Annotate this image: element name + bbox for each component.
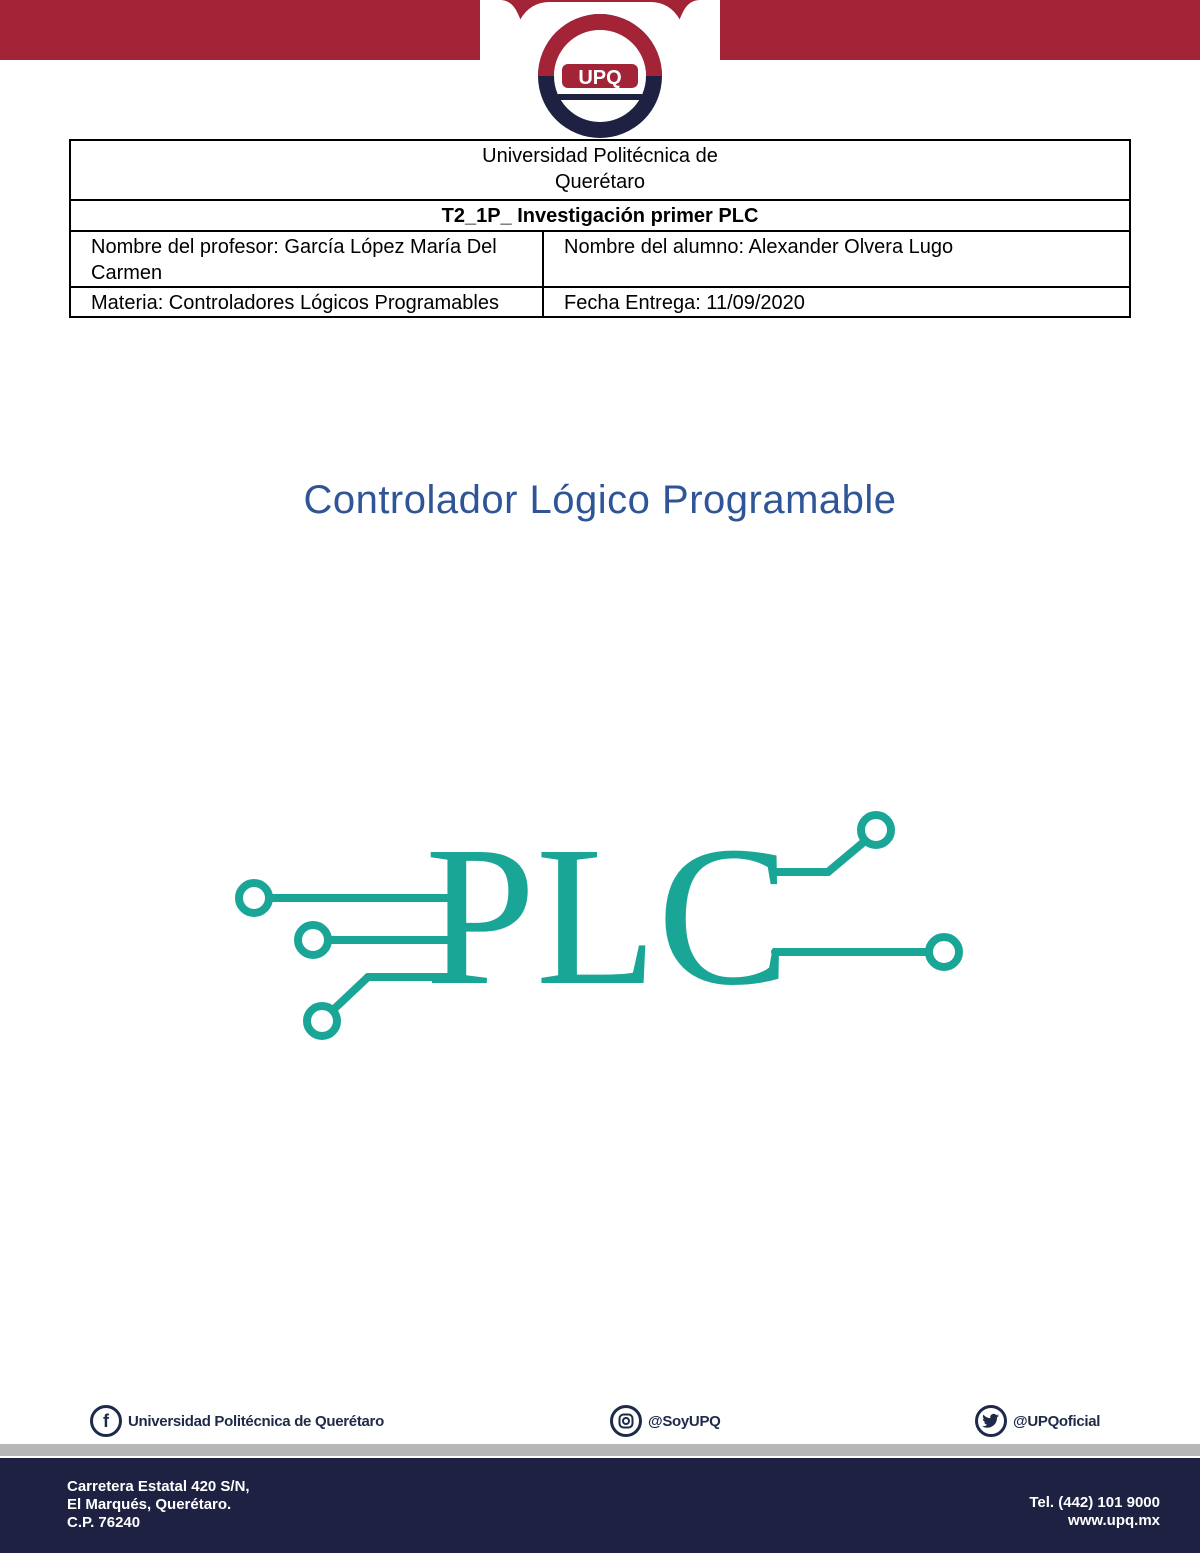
due-date: Fecha Entrega: 11/09/2020 bbox=[543, 287, 1130, 317]
facebook-icon: f bbox=[90, 1405, 122, 1437]
document-title: Controlador Lógico Programable bbox=[303, 478, 897, 522]
logo-initials: UPQ bbox=[578, 67, 622, 89]
footer-website[interactable]: www.upq.mx bbox=[1068, 1512, 1160, 1529]
social-links-bar bbox=[0, 1400, 1200, 1442]
twitter-icon bbox=[975, 1405, 1007, 1437]
footer-divider bbox=[0, 1444, 1200, 1456]
professor-name: Nombre del profesor: García López María Del Carmen bbox=[70, 231, 543, 287]
plc-text: PLC bbox=[425, 806, 790, 1027]
instagram-icon bbox=[610, 1405, 642, 1437]
address-line2: El Marqués, Querétaro. bbox=[67, 1496, 232, 1513]
university-line1: Universidad Politécnica de bbox=[482, 145, 718, 167]
plc-logo bbox=[220, 795, 980, 1055]
university-logo bbox=[480, 0, 720, 148]
footer-contact bbox=[1029, 1494, 1160, 1530]
circuit-traces-icon bbox=[220, 795, 980, 1055]
instagram-label: @SoyUPQ bbox=[648, 1412, 721, 1430]
twitter-label: @UPQoficial bbox=[1013, 1412, 1101, 1430]
address-line3: C.P. 76240 bbox=[67, 1514, 141, 1531]
facebook-label: Universidad Politécnica de Querétaro bbox=[128, 1412, 384, 1430]
footer bbox=[0, 1458, 1200, 1553]
assignment-title: T2_1P_ Investigación primer PLC bbox=[70, 200, 1130, 231]
subject-name: Materia: Controladores Lógicos Programables bbox=[70, 287, 543, 317]
header-info-table bbox=[69, 139, 1131, 318]
twitter-link[interactable] bbox=[975, 1400, 1100, 1442]
address-line1: Carretera Estatal 420 S/N, bbox=[67, 1478, 250, 1495]
student-name: Nombre del alumno: Alexander Olvera Lugo bbox=[543, 231, 1130, 287]
instagram-link[interactable] bbox=[610, 1400, 721, 1442]
facebook-link[interactable] bbox=[90, 1400, 384, 1442]
university-name-cell bbox=[70, 140, 1130, 200]
footer-address bbox=[67, 1478, 250, 1532]
university-line2: Querétaro bbox=[554, 171, 646, 193]
footer-phone: Tel. (442) 101 9000 bbox=[1029, 1494, 1160, 1511]
